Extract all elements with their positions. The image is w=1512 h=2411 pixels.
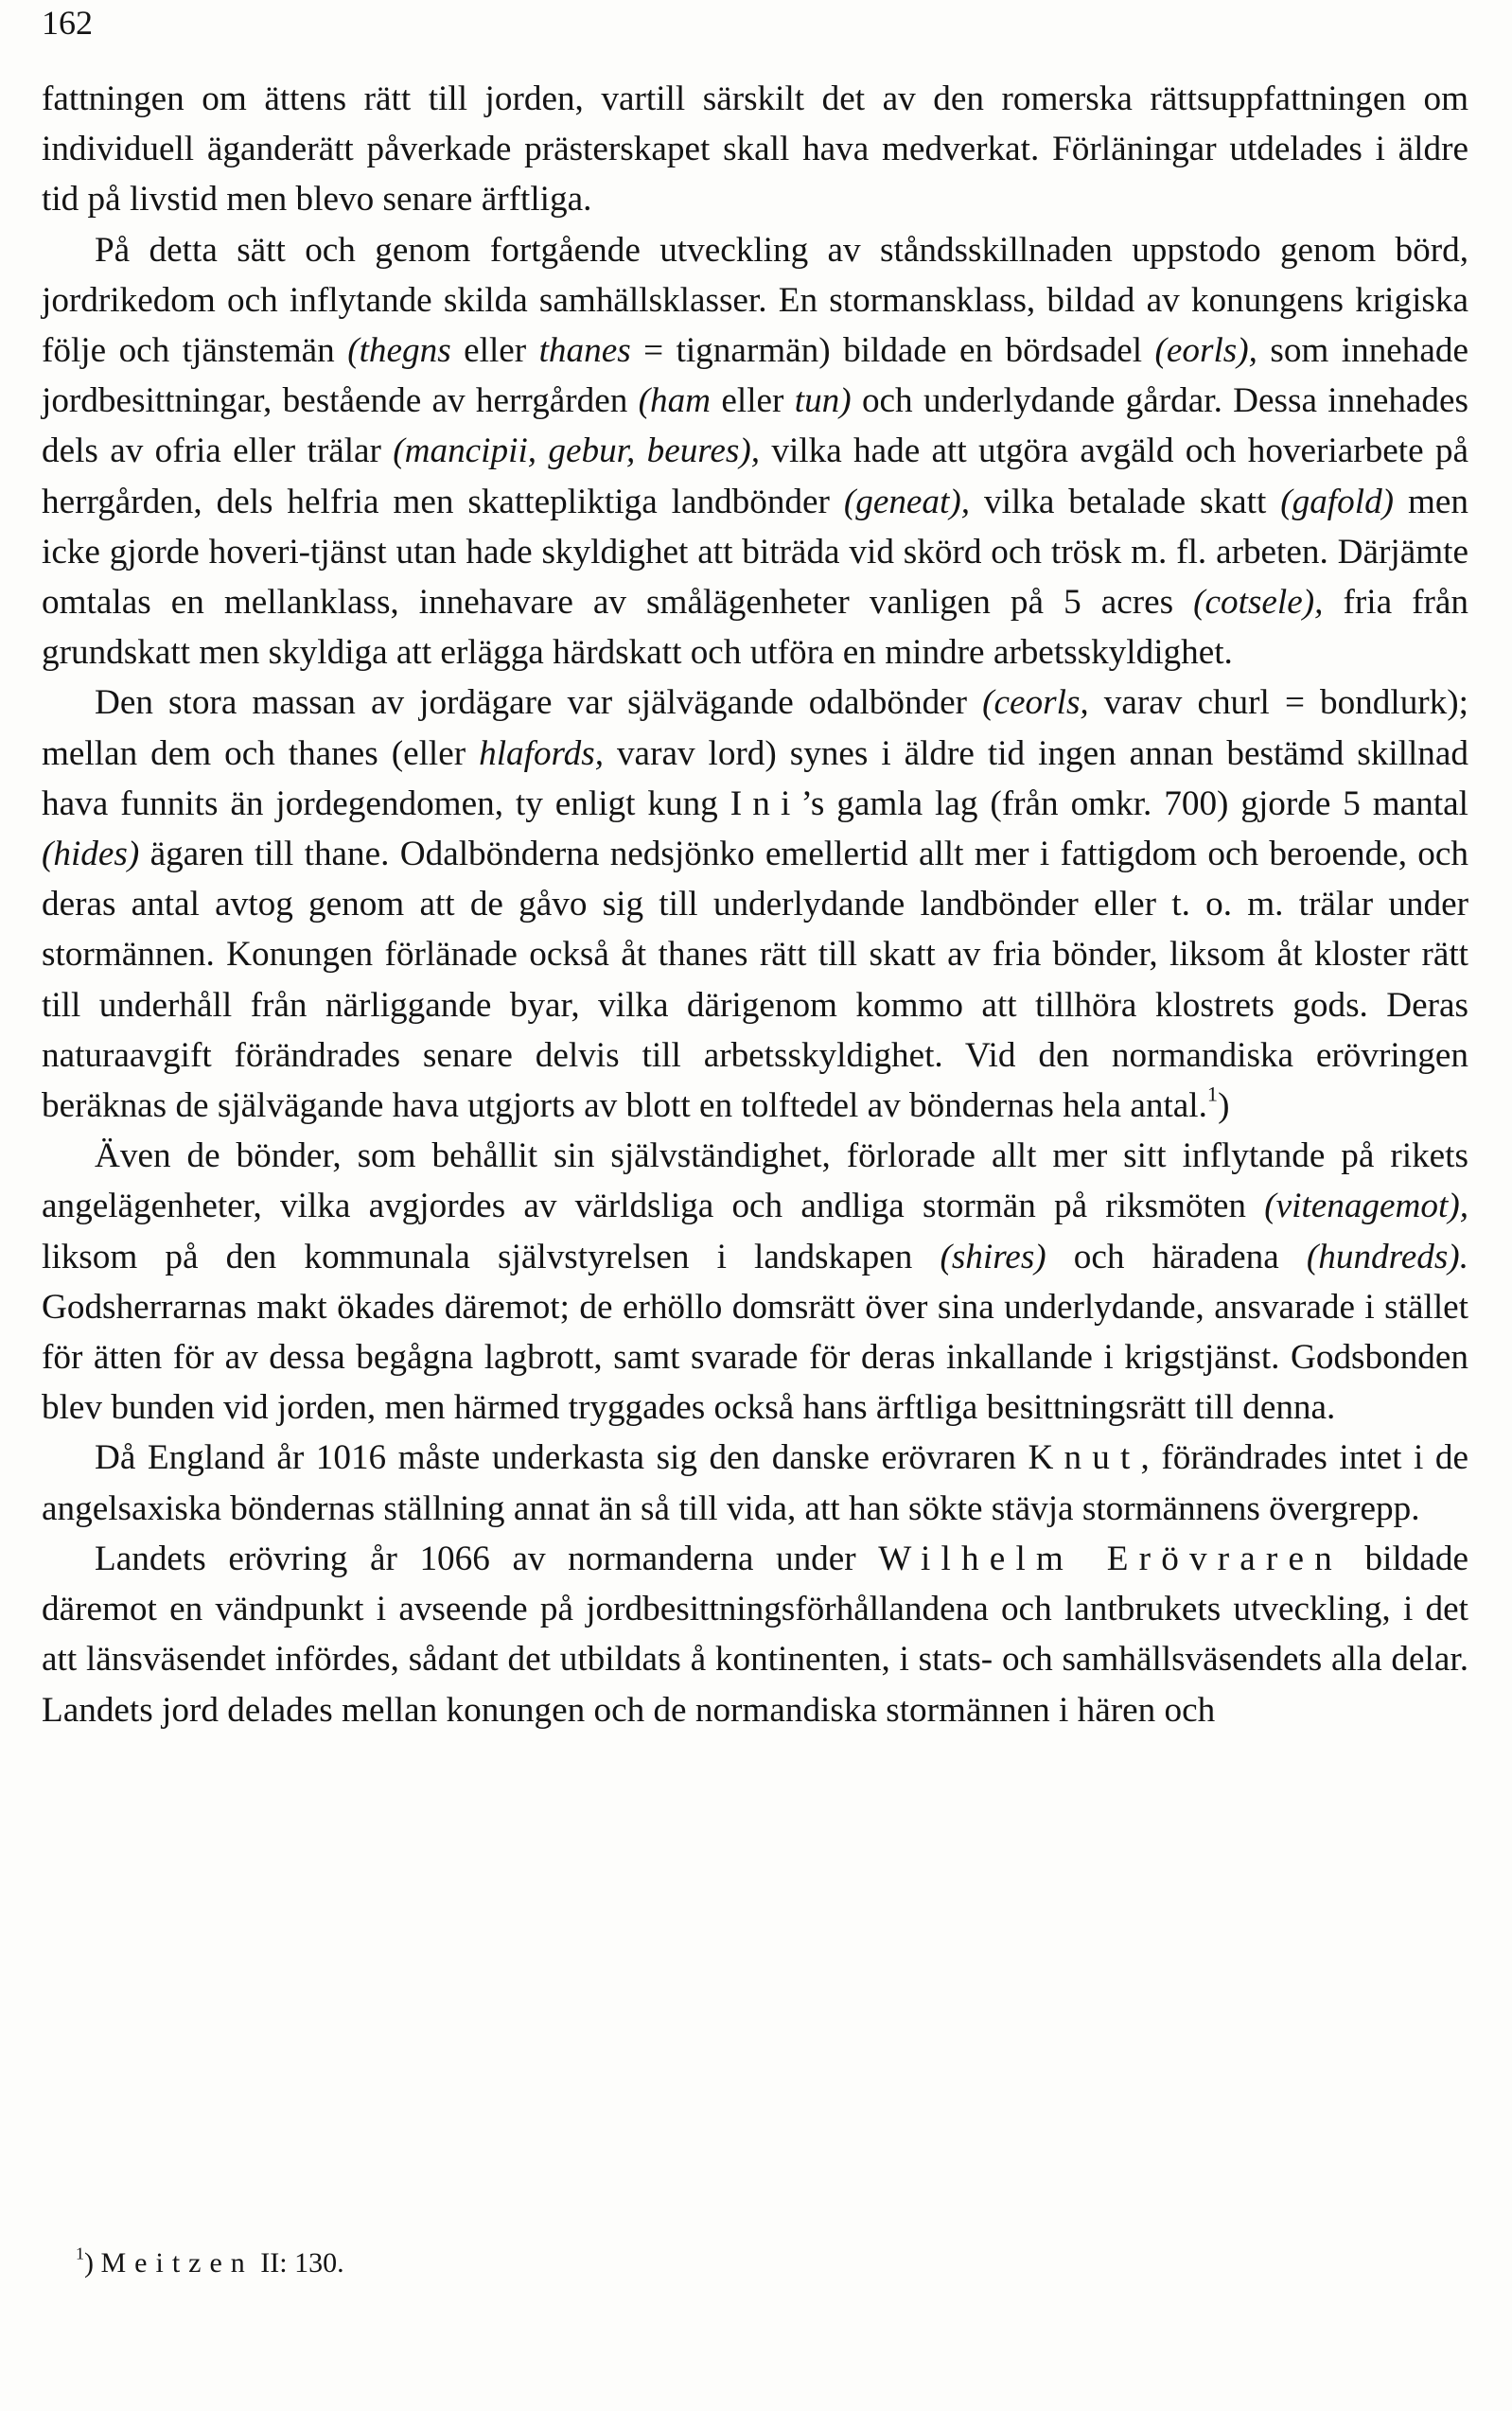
text-run: På detta sätt och genom fortgående utveckling av ståndsskillnaden uppstodo genom börd, jordrikedom och inflytande skilda samhällsklasser. En stormansklass, bildad av konungens krigiska följe och tjänstemän (42, 230, 1468, 371)
spaced-name: Wilhelm Erövraren (878, 1539, 1343, 1578)
text-run: Då England år 1016 måste underkasta sig den danske erövraren (95, 1438, 1029, 1478)
italic-term: (cotsele), (1193, 583, 1324, 623)
text-run: eller (711, 381, 795, 421)
italic-term: (ceorls, (982, 683, 1089, 723)
italic-term: (vitenagemot), (1264, 1187, 1468, 1226)
text-run: Landets erövring år 1066 av normanderna under (95, 1539, 879, 1578)
text-run: vilka hade att utgöra avgäld och hoveriarbete på herrgården, dels helfria men skattepliktiga landbönder (42, 431, 1468, 521)
paragraph (42, 1131, 1468, 1433)
footnote-ref-marker: 1 (1206, 1082, 1219, 1106)
text-run: , förändrades intet i de angelsaxiska böndernas ställning annat än så till vida, att han sökte stävja stormännens övergrepp. (42, 1438, 1468, 1528)
paragraph (42, 1534, 1468, 1735)
italic-term: thanes (538, 331, 631, 371)
footnote-author: Meitzen (100, 2247, 254, 2279)
italic-term: (hundreds). (1306, 1237, 1468, 1276)
text-run: och underlydande gårdar. Dessa innehades dels av ofria eller trälar (42, 381, 1468, 471)
text-run: ) (1218, 1086, 1230, 1126)
text-run: Även de bönder, som behållit sin självständighet, förlorade allt mer sitt inflytande på rikets angelägenheter, vilka avgjordes av världsliga och andliga stormän på riksmöten (42, 1136, 1468, 1226)
text-run: eller (450, 331, 539, 371)
page-number: 162 (42, 4, 93, 42)
paragraph (42, 74, 1468, 225)
body-text (42, 74, 1468, 1735)
italic-term: (gafold) (1280, 482, 1395, 521)
italic-term: (shires) (940, 1237, 1046, 1276)
text-run: ’s gamla lag (från omkr. 700) gjorde 5 mantal (800, 783, 1469, 823)
italic-term: (mancipii, gebur, beures), (393, 431, 761, 471)
text-run: Godsherrarnas makt ökades däremot; de erhöllo domsrätt över sina underlydande, ansvarade i stället för ätten för av dessa begågna lagbrott, samt svarade för deras inkallande i krigstjänst. Godsbonden blev bunden vid jorden, men härmed tryggades också hans ärftliga besittningsrätt till denna. (42, 1287, 1468, 1428)
text-run: varav churl = bondlurk); mellan dem och thanes (eller (42, 683, 1468, 773)
paragraph (42, 678, 1468, 1131)
spaced-name: Knut (1028, 1438, 1141, 1478)
text-run: Den stora massan av jordägare var självägande odalbönder (95, 683, 983, 723)
text-run: som innehade jordbesittningar, bestående av herrgården (42, 331, 1468, 421)
italic-term: (ham (638, 381, 712, 421)
text-run: men icke gjorde hoveri-tjänst utan hade skyldighet att biträda vid skörd och trösk m. fl. arbeten. Därjämte omtalas en mellanklass, innehavare av smålägenheter vanligen på 5 acres (42, 482, 1468, 623)
footnote (76, 2246, 344, 2280)
paragraph (42, 225, 1468, 678)
text-run: fria från grundskatt men skyldiga att erlägga härdskatt och utföra en mindre arbetsskyldighet. (42, 583, 1468, 673)
text-run: ägaren till thane. Odalbönderna nedsjönko emellertid allt mer i fattigdom och beroende, och deras antal avtog genom att de gåvo sig till underlydande landbönder eller t. o. m. trälar under stormännen. Konungen förlänade också åt thanes rätt till skatt av fria bönder, liksom åt kloster rätt till underhåll från närliggande byar, vilka därigenom kommo att tillhöra klostrets gods. Deras naturaavgift förändrades senare delvis till arbetsskyldighet. Vid den normandiska erövringen beräknas de självägande hava utgjorts av blott en tolftedel av böndernas hela antal. (42, 835, 1468, 1126)
text-run: varav lord) synes i äldre tid ingen annan bestämd skillnad hava funnits än jordegendomen, ty enligt kung (42, 733, 1469, 823)
italic-term: hlafords, (479, 733, 605, 773)
italic-term: (geneat), (843, 482, 971, 521)
italic-term: (thegns (347, 331, 451, 371)
text-run: bildade däremot en vändpunkt i avseende på jordbesittningsförhållandena och lantbrukets utveckling, i det att länsväsendet infördes, sådant det utbildats å kontinenten, i stats- och samhällsväsendets alla delar. Landets jord delades mellan konungen och de normandiska stormännen i hären och (42, 1539, 1468, 1730)
text-run: fattningen om ättens rätt till jorden, vartill särskilt det av den romerska rättsuppfattningen om individuell äganderätt påverkade prästerskapet skall hava medverkat. Förläningar utdelades i äldre tid på livstid men blevo senare ärftliga. (42, 79, 1468, 220)
text-run: vilka betalade skatt (970, 482, 1281, 521)
footnote-reference: II: 130. (253, 2247, 344, 2279)
text-run: och häradena (1046, 1237, 1307, 1276)
footnote-marker: 1 (76, 2244, 84, 2263)
italic-term: (hides) (42, 835, 140, 874)
spaced-name: Ini (730, 783, 801, 823)
text-run: liksom på den kommunala självstyrelsen i landskapen (42, 1237, 941, 1276)
italic-term: tun) (794, 381, 852, 421)
text-run: = tignarmän) bildade en bördsadel (630, 331, 1155, 371)
italic-term: (eorls), (1154, 331, 1257, 371)
footnote-marker-close: ) (84, 2247, 94, 2279)
paragraph (42, 1433, 1468, 1533)
